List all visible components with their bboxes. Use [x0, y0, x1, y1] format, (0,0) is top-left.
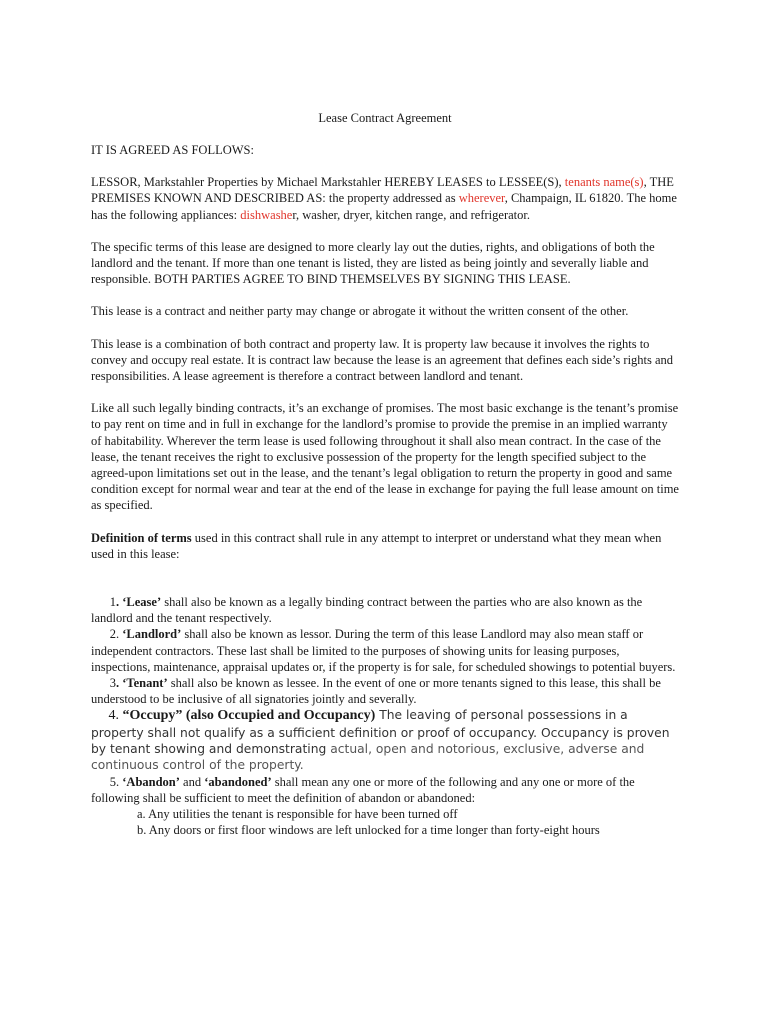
definition-landlord: [91, 626, 681, 675]
definition-term: ‘Landlord’: [122, 627, 182, 642]
definition-number: 3: [109, 676, 116, 691]
document-body: [91, 142, 681, 838]
terms-paragraph: The specific terms of this lease are designed to more clearly lay out the duties, rights, and obligations of both the landlord and the tenant. If more than one tenant is listed, they are listed as being jointly and severally liable and responsible. BOTH PARTIES AGREE TO BIND THEMSELVES BY SIGNING THIS LEASE.: [91, 239, 655, 287]
document-title: Lease Contract Agreement: [318, 111, 452, 125]
parties-text-1: LESSOR, Markstahler Properties by Michael Markstahler HEREBY LEASES to LESSEE(S),: [91, 175, 565, 190]
parties-paragraph: [91, 174, 681, 223]
definitions-heading-bold: Definition of terms: [91, 530, 192, 545]
contract-paragraph: This lease is a contract and neither party may change or abrogate it without the written consent of the other.: [91, 304, 629, 319]
promises-paragraph: Like all such legally binding contracts, it’s an exchange of promises. The most basic exchange is the tenant’s promise to pay rent on time and in full in exchange for the landlord’s promise to provide the premise in an implied warranty of habitability. Wherever the term lease is used following throughout it shall also mean contract. In the case of the lease, the tenant receives the right to exclusive possession of the property for the length specified subject to the agreed-upon limitations set out in the lease, and the tenant’s legal obligation to return the property in good and same condition except for normal wear and tear at the end of the lease in exchange for paying the full lease amount on time as specified.: [91, 401, 679, 513]
definition-text: shall also be known as lessee. In the event of one or more tenants signed to this lease, this shall be understood to be inclusive of all signatories jointly and severally.: [91, 676, 661, 707]
definition-text-grey: actual, open and notorious, exclusive, adverse and continuous control of the property.: [91, 742, 645, 773]
appliance-highlight: dishwashe: [240, 207, 293, 222]
parties-text-4: r, washer, dryer, kitchen range, and refrigerator.: [292, 207, 530, 222]
definition-number: 2.: [109, 627, 120, 642]
abandon-condition-b: b. Any doors or first floor windows are left unlocked for a time longer than forty-eight hours: [137, 823, 600, 838]
definition-text: shall also be known as lessor. During the term of this lease Landlord may also mean staff or independent contractors. These last shall be limited to the purposes of showing units for leasing purposes, inspections, maintenance, appraisal updates or, if the property is for sale, for scheduled showings to potential buyers.: [91, 627, 676, 674]
intro-line: IT IS AGREED AS FOLLOWS:: [91, 143, 254, 157]
definitions-heading: [91, 530, 681, 562]
definition-number: 1: [109, 595, 116, 610]
definitions-heading-text: used in this contract shall rule in any attempt to interpret or understand what they mean when used in this lease:: [91, 530, 662, 561]
definition-tenant: 3. ‘Tenant’ shall also be known as lessee. In the event of one or more tenants signed to this lease, this shall be understood to be inclusive of all signatories jointly and severally.: [91, 676, 661, 707]
definition-lease: 1. ‘Lease’ shall also be known as a legally binding contract between the parties who are also known as the landlord and the tenant respectively.: [91, 595, 643, 626]
definition-term: ‘Abandon’: [122, 774, 180, 789]
definition-text: shall also be known as a legally binding contract between the parties who are also known as the landlord and the tenant respectively.: [91, 595, 643, 626]
parties-text-2: , THE PREMISES KNOWN AND DESCRIBED AS: the property addressed as: [91, 175, 674, 206]
definition-term: ‘Tenant’: [122, 676, 168, 691]
definition-term: “Occupy” (also Occupied and Occupancy): [122, 708, 376, 724]
definition-occupy: [91, 707, 681, 773]
definition-term: ‘Lease’: [122, 595, 162, 610]
definition-number: 4.: [108, 708, 119, 724]
definition-text: shall mean any one or more of the following and any one or more of the following shall be sufficient to meet the definition of abandon or abandoned:: [91, 774, 635, 805]
tenants-name-placeholder: tenants name(s): [564, 175, 644, 190]
combination-paragraph: This lease is a combination of both contract and property law. It is property law because it involves the rights to convey and occupy real estate. It is contract law because the lease is an agreement that defines each side’s rights and responsibilities. A lease agreement is therefore a contract between landlord and tenant.: [91, 336, 674, 384]
definition-abandon: 5. ‘Abandon’ and ‘abandoned’ shall mean any one or more of the following and any one or more of the following shall be sufficient to meet the definition of abandon or abandoned:: [91, 774, 635, 805]
parties-text-3: , Champaign, IL 61820. The home has the following appliances:: [91, 191, 677, 222]
definition-term-2: ‘abandoned’: [204, 774, 272, 789]
address-placeholder: wherever: [458, 191, 505, 206]
definition-text: The leaving of personal possessions in a property shall not qualify as a sufficient definition or proof of occupancy. Occupancy is proven by tenant showing and demonstrating: [91, 708, 670, 757]
definition-number: 5.: [109, 774, 120, 789]
abandon-condition-a: a. Any utilities the tenant is responsible for have been turned off: [137, 807, 458, 821]
